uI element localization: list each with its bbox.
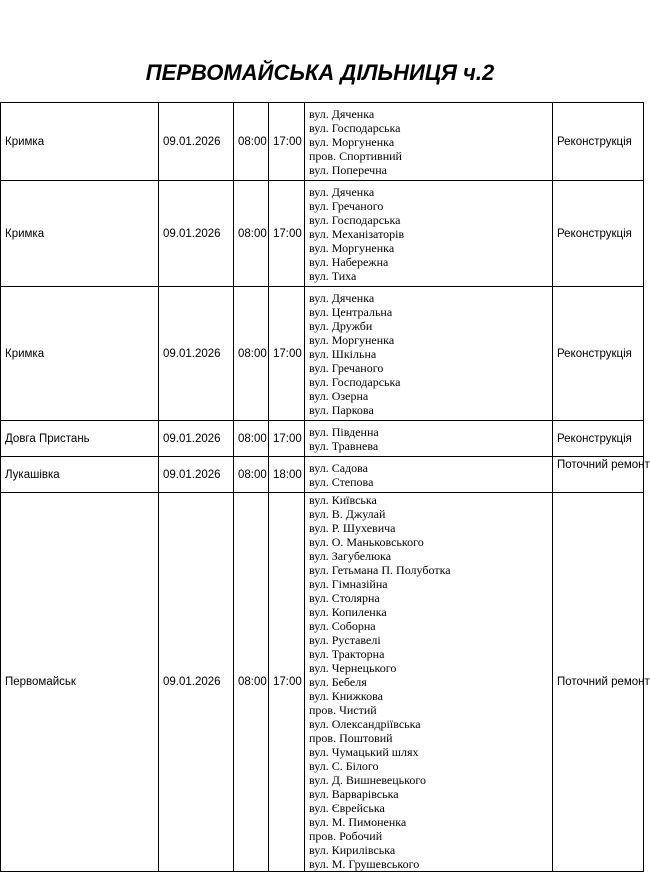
streets-cell <box>305 287 553 421</box>
street-name: вул. Книжкова <box>309 689 383 703</box>
street-name: вул. Моргуненка <box>309 332 395 347</box>
work-type-cell: Реконструкція <box>553 421 644 457</box>
end-time-cell: 17:00 <box>269 287 305 421</box>
table-row <box>1 181 644 287</box>
street-name: вул. Дяченка <box>309 184 375 199</box>
settlement-cell: Кримка <box>1 181 159 287</box>
street-name: вул. Р. Шухевича <box>309 521 396 535</box>
street-name: вул. С. Білого <box>309 759 379 773</box>
street-name: вул. Поперечна <box>309 162 387 177</box>
street-name: вул. Варварівська <box>309 787 399 801</box>
street-name: пров. Спортивний <box>309 148 402 163</box>
date-cell: 09.01.2026 <box>159 493 234 872</box>
street-name: вул. Копиленка <box>309 605 387 619</box>
streets-cell <box>305 421 553 457</box>
work-type-cell: Реконструкція <box>553 287 644 421</box>
street-name: вул. Степова <box>309 474 374 489</box>
street-name: вул. Столярна <box>309 591 380 605</box>
table-row <box>1 287 644 421</box>
work-type-cell: Реконструкція <box>553 103 644 181</box>
street-name: вул. Тракторна <box>309 647 385 661</box>
street-name: вул. Кирилівська <box>309 843 396 857</box>
settlement-cell: Лукашівка <box>1 457 159 493</box>
street-name: вул. Південна <box>309 424 379 439</box>
work-type-cell: Поточний ремонт <box>553 493 644 872</box>
street-name: вул. М. Пимоненка <box>309 815 407 829</box>
outage-schedule-table <box>0 102 650 872</box>
work-type-cell: Поточний ремонт <box>553 457 644 493</box>
street-name: вул. Єврейська <box>309 801 385 815</box>
street-name: вул. М. Грушевського <box>309 857 420 871</box>
street-name: вул. О. Маньковського <box>309 535 424 549</box>
street-name: вул. Гімназійна <box>309 577 388 591</box>
street-name: вул. Чернецького <box>309 661 397 675</box>
date-cell: 09.01.2026 <box>159 421 234 457</box>
end-time-cell: 18:00 <box>269 457 305 493</box>
street-name: вул. Господарська <box>309 120 401 135</box>
page-title: ПЕРВОМАЙСЬКА ДІЛЬНИЦЯ ч.2 <box>145 60 495 85</box>
street-name: вул. Дружби <box>309 318 373 333</box>
street-name: вул. Руставелі <box>309 633 381 647</box>
street-name: вул. В. Джулай <box>309 507 386 521</box>
table-row <box>1 103 644 181</box>
start-time-cell: 08:00 <box>234 421 269 457</box>
date-cell: 09.01.2026 <box>159 103 234 181</box>
street-name: вул. Гетьмана П. Полуботка <box>309 563 451 577</box>
street-name: вул. Чумацький шлях <box>309 745 419 759</box>
start-time-cell: 08:00 <box>234 457 269 493</box>
street-name: вул. Дяченка <box>309 106 375 121</box>
streets-cell <box>305 181 553 287</box>
street-name: вул. Моргуненка <box>309 134 395 149</box>
street-name: вул. Садова <box>309 460 368 475</box>
streets-cell <box>305 493 553 872</box>
street-name: вул. Паркова <box>309 402 374 417</box>
street-name: вул. Гречаного <box>309 198 384 213</box>
table-row <box>1 493 644 872</box>
street-name: вул. Дяченка <box>309 290 375 305</box>
street-name: вул. Механізаторів <box>309 226 405 241</box>
street-name: вул. Соборна <box>309 619 376 633</box>
date-cell: 09.01.2026 <box>159 181 234 287</box>
street-name: пров. Робочий <box>309 829 383 843</box>
street-name: вул. Травнева <box>309 438 379 453</box>
street-name: вул. Д. Вишневецького <box>309 773 426 787</box>
start-time-cell: 08:00 <box>234 493 269 872</box>
streets-cell <box>305 103 553 181</box>
street-name: вул. Олександріївська <box>309 717 421 731</box>
date-cell: 09.01.2026 <box>159 457 234 493</box>
table-row <box>1 421 644 457</box>
end-time-cell: 17:00 <box>269 103 305 181</box>
start-time-cell: 08:00 <box>234 103 269 181</box>
work-type-cell: Реконструкція <box>553 181 644 287</box>
street-name: вул. Київська <box>309 493 377 507</box>
street-name: пров. Поштовий <box>309 731 393 745</box>
table-row <box>1 457 644 493</box>
settlement-cell: Довга Пристань <box>1 421 159 457</box>
settlement-cell: Первомайськ <box>1 493 159 872</box>
street-name: вул. Господарська <box>309 374 401 389</box>
street-name: вул. Господарська <box>309 212 401 227</box>
street-name: вул. Тиха <box>309 268 357 283</box>
street-name: пров. Чистий <box>309 703 377 717</box>
street-name: вул. Загубелюка <box>309 549 392 563</box>
street-name: вул. Бебеля <box>309 675 367 689</box>
start-time-cell: 08:00 <box>234 181 269 287</box>
start-time-cell: 08:00 <box>234 287 269 421</box>
street-name: вул. Центральна <box>309 304 393 319</box>
settlement-cell: Кримка <box>1 287 159 421</box>
street-name: вул. Набережна <box>309 254 389 269</box>
date-cell: 09.01.2026 <box>159 287 234 421</box>
settlement-cell: Кримка <box>1 103 159 181</box>
end-time-cell: 17:00 <box>269 181 305 287</box>
end-time-cell: 17:00 <box>269 493 305 872</box>
street-name: вул. Озерна <box>309 388 369 403</box>
street-name: вул. Шкільна <box>309 346 377 361</box>
end-time-cell: 17:00 <box>269 421 305 457</box>
street-name: вул. Моргуненка <box>309 240 395 255</box>
street-name: вул. Гречаного <box>309 360 384 375</box>
streets-cell <box>305 457 553 493</box>
